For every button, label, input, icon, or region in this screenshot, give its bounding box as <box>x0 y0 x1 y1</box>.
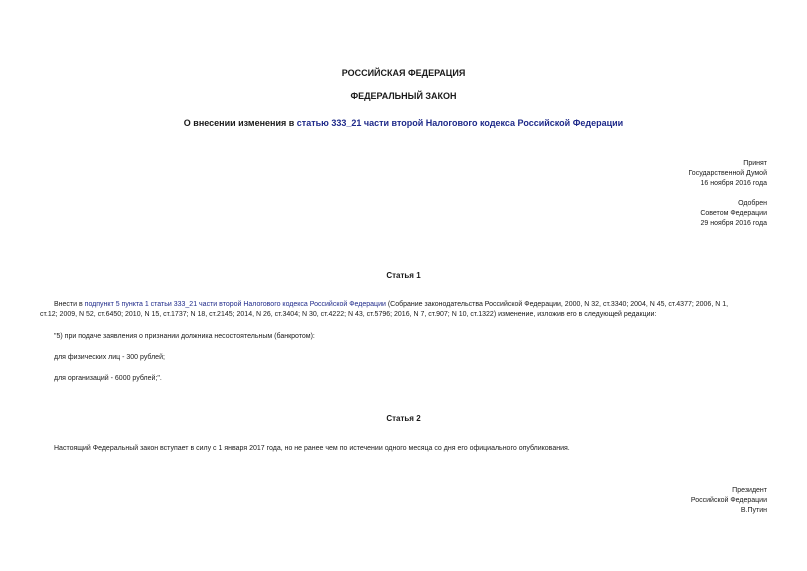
signature-name: В.Путин <box>740 507 767 514</box>
article-1-organizations: для организаций - 6000 рублей;". <box>54 375 162 382</box>
article-1-paragraph <box>40 300 770 320</box>
approved-body: Советом Федерации <box>700 210 767 217</box>
country-heading: РОССИЙСКАЯ ФЕДЕРАЦИЯ <box>341 68 466 78</box>
article-2-paragraph: Настоящий Федеральный закон вступает в силу с 1 января 2017 года, но не ранее чем по истечении одного месяца со дня его официального опубликования. <box>54 445 570 452</box>
adopted-date: 16 ноября 2016 года <box>700 180 767 187</box>
article-1-text-pre: Внести в <box>54 301 85 308</box>
law-title-text: О внесении изменения в <box>183 118 297 128</box>
approved-block <box>700 199 767 229</box>
law-type-heading: ФЕДЕРАЛЬНЫЙ ЗАКОН <box>350 91 457 101</box>
adopted-body: Государственной Думой <box>688 170 767 177</box>
article-1-line-1 <box>40 300 770 310</box>
law-title-link[interactable]: статью 333_21 части второй Налогового кодекса Российской Федерации <box>296 118 624 128</box>
adopted-block <box>688 159 767 189</box>
article-1-individuals: для физических лиц - 300 рублей; <box>54 354 165 361</box>
article-1-link[interactable]: подпункт 5 пункта 1 статьи 333_21 части второй Налогового кодекса Российской Федерации <box>84 301 386 308</box>
signature-block <box>691 486 767 516</box>
law-title <box>0 118 807 128</box>
article-2-heading: Статья 2 <box>386 414 421 423</box>
article-1-item-5: "5) при подаче заявления о признании должника несостоятельным (банкротом): <box>54 333 315 340</box>
article-1-text-post: (Собрание законодательства Российской Федерации, 2000, N 32, ст.3340; 2004, N 45, ст.4377; 2006, N 1, <box>385 301 729 308</box>
signature-title: Президент <box>732 487 767 494</box>
article-1-line-2: ст.12; 2009, N 52, ст.6450; 2010, N 15, ст.1737; N 18, ст.2145; 2014, N 26, ст.3404; N 30, ст.4222; N 43, ст.5796; 2016, N 7, ст.907; N 10, ст.1322) изменение, изложив его в следующей редакции: <box>40 311 657 318</box>
adopted-label: Принят <box>743 160 767 167</box>
approved-date: 29 ноября 2016 года <box>700 220 767 227</box>
signature-country: Российской Федерации <box>690 497 767 504</box>
approved-label: Одобрен <box>738 200 767 207</box>
article-1-heading: Статья 1 <box>386 271 421 280</box>
